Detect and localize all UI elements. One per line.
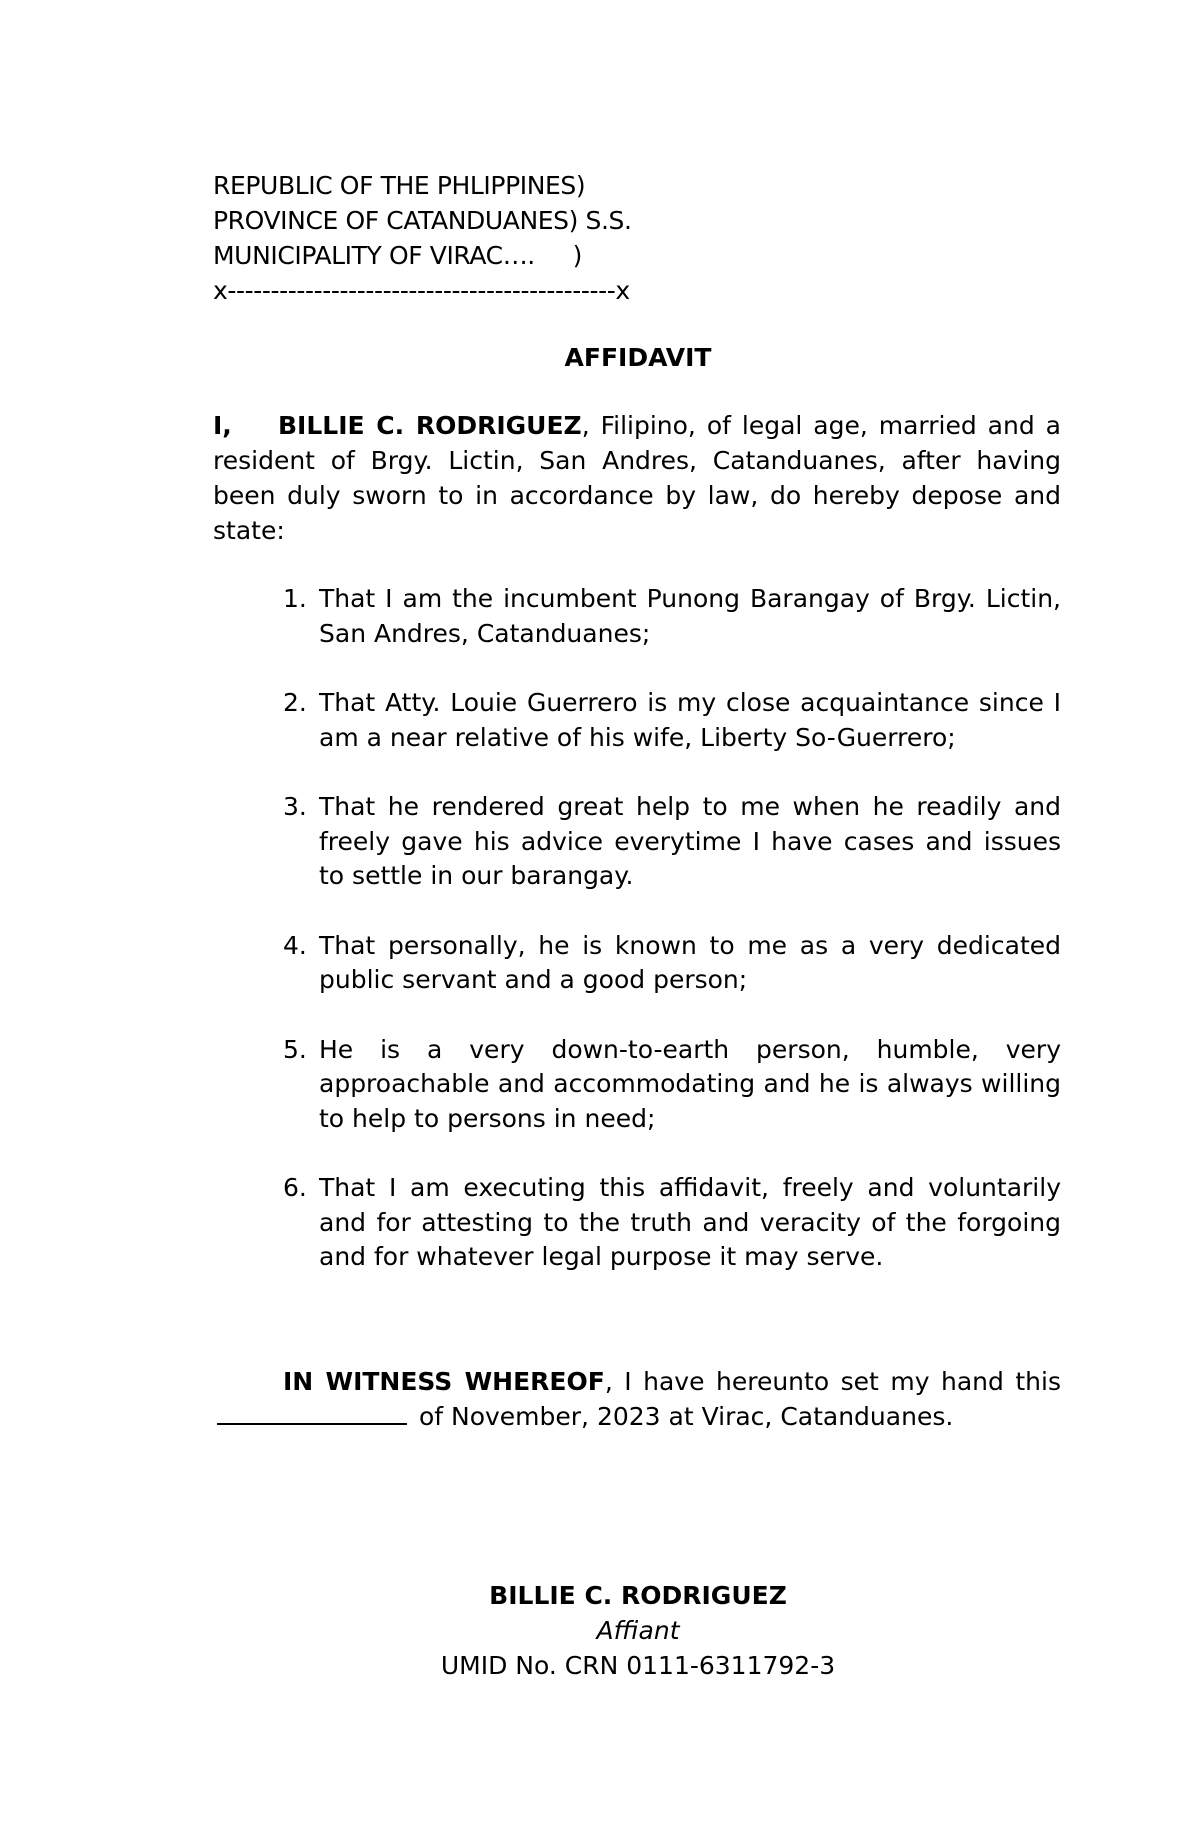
affiant-name: BILLIE C. RODRIGUEZ: [278, 411, 582, 440]
statement-number: 6.: [283, 1173, 307, 1202]
signature-block: [0, 1578, 1200, 1683]
statement-number: 5.: [283, 1034, 307, 1064]
signatory-role: Affiant: [596, 1616, 680, 1645]
statement-text: He is a very down-to-earth person, humble, very approachable and accommodating and he is always willing to help to persons in need;: [319, 1034, 1061, 1133]
intro-text: , Filipino, of legal age, married and a resident of Brgy. Lictin, San Andres, Catanduanes, after having been duly sworn to in accordance by law, do hereby depose and state:: [213, 411, 1061, 545]
signatory-id: UMID No. CRN 0111-6311792-3: [440, 1651, 836, 1680]
witness-text: , I have hereunto set my hand this: [604, 1367, 1062, 1396]
date-blank-line: [217, 1401, 407, 1425]
intro-pronoun: I,: [213, 411, 232, 440]
statement-number: 4.: [283, 930, 307, 960]
caption-province: PROVINCE OF CATANDUANES) S.S.: [213, 206, 632, 235]
statement-item: [213, 929, 1061, 998]
caption-municipality: MUNICIPALITY OF VIRAC…. ): [213, 241, 582, 270]
statement-text: That I am executing this affidavit, freely and voluntarily and for attesting to the truth and veracity of the forgoing and for whatever legal purpose it may serve.: [319, 1173, 1061, 1271]
witness-heading: IN WITNESS WHEREOF: [283, 1367, 605, 1396]
statement-item: [213, 790, 1061, 894]
statement-number: 1.: [283, 584, 307, 613]
statement-text: That he rendered great help to me when he readily and freely gave his advice everytime I have cases and issues to settle in our barangay.: [319, 792, 1061, 890]
caption-separator: x---------------------------------------------x: [213, 276, 630, 305]
statement-item: [213, 1033, 1061, 1137]
statement-text: That I am the incumbent Punong Barangay of Brgy. Lictin, San Andres, Catanduanes;: [319, 584, 1061, 648]
document-title: AFFIDAVIT: [564, 343, 712, 372]
statement-text: That personally, he is known to me as a very dedicated public servant and a good person;: [319, 930, 1061, 994]
statement-item: [213, 686, 1061, 755]
venue-caption: [213, 168, 632, 308]
statement-item: [213, 1171, 1061, 1275]
statement-item: [213, 582, 1061, 651]
intro-paragraph: [213, 408, 1061, 548]
statement-number: 2.: [283, 688, 307, 717]
witness-date-text: of November, 2023 at Virac, Catanduanes.: [418, 1402, 954, 1431]
witness-clause: [213, 1364, 1061, 1434]
statement-number: 3.: [283, 792, 307, 821]
signatory-name: BILLIE C. RODRIGUEZ: [489, 1581, 787, 1610]
statements-list: [213, 582, 1061, 1310]
statement-text: That Atty. Louie Guerrero is my close acquaintance since I am a near relative of his wife, Liberty So-Guerrero;: [319, 688, 1061, 752]
caption-republic: REPUBLIC OF THE PHLIPPINES): [213, 171, 586, 200]
